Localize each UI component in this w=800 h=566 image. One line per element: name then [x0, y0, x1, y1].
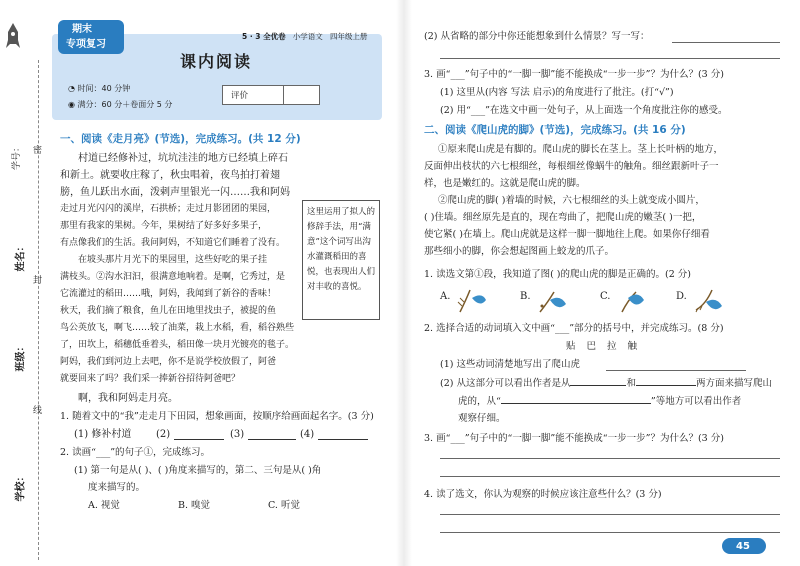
passage-line: 那些细小的脚，你会想起图画上蛟龙的爪子。 [424, 246, 615, 257]
section-2-heading: 二、阅读《爬山虎的脚》(节选)，完成练习。(共 16 分) [424, 124, 686, 136]
option-1: (1) 修补村道 [74, 429, 132, 440]
series-label [242, 30, 367, 43]
binding-seal: 密 [33, 146, 43, 156]
rocket-icon [6, 22, 20, 52]
evaluation-divider [283, 86, 284, 104]
question-1-options [74, 428, 374, 442]
question-3-part-a: (1) 这里从(内容 写法 启示)的角度进行了批注。(打“√”) [440, 87, 674, 98]
passage-line: 有点像我们的生活。我问阿妈，不知道它们睡着了没有。 [60, 238, 286, 248]
leaf-option-a-icon[interactable] [456, 286, 488, 314]
passage-line: 反面伸出枝状的六七根细丝，每根细丝像蜗牛的触角。细丝跟新叶子一 [424, 161, 719, 172]
part-c-text: 虎的，从“ [458, 396, 501, 407]
passage-line: 在坡头那片月光下的果园里，这些好吃的果子挂 [78, 255, 268, 265]
answer-blank[interactable] [174, 430, 224, 440]
question-1: 1. 随着文中的“我”走走月下田园，想象画面，按顺序给画面起名字。(3 分) [60, 411, 374, 422]
r-question-2-part-a: (1) 这些动词清楚地写出了爬山虎 [440, 359, 580, 370]
binding-seal3: 线 [33, 406, 43, 416]
clock-icon: ◔ [68, 84, 78, 93]
passage-line: 样，也是嫩红的。这就是爬山虎的脚。 [424, 178, 586, 189]
leaf-options [440, 286, 780, 316]
question-2-part-b: (2) 从省略的部分中你还能想象到什么情景？写一写： [424, 31, 650, 42]
passage-line: 鸟公英放飞，啊飞……较了油菜，栽上水稻，看，稻谷熟些 [60, 323, 295, 333]
leaf-option-d-label[interactable]: D. [676, 291, 687, 302]
question-2: 2. 读画“___”的句子①，完成练习。 [60, 447, 211, 458]
badge-line1: 期末 [72, 24, 92, 35]
passage-line: 那里有我家的果树。今年，果树结了好多好多果子， [60, 221, 268, 231]
page-title: 课内阅读 [180, 52, 253, 71]
annotation-text: 这里运用了拟人的修辞手法，用“满意”这个词写出沟水灌溉稻田的喜悦，也表现出人们对丰收的喜悦。 [307, 207, 376, 292]
option-4: (4) [300, 429, 315, 440]
r-question-1: 1. 读选文第①段，我知道了图( )的爬山虎的脚是正确的。(2 分) [424, 269, 691, 280]
binding-name: 姓名： [15, 241, 27, 272]
leaf-option-c-label[interactable]: C. [600, 291, 611, 302]
choice-b[interactable]: B. 嗅觉 [178, 500, 211, 511]
passage-line: 它流灌过的稻田……哦，阿妈，我闻到了新谷的香味！ [60, 289, 277, 299]
answer-blank[interactable] [318, 430, 368, 440]
binding-school: 学校： [15, 471, 27, 502]
binding-seal2: 封 [33, 276, 43, 286]
subject: 小学语文 [292, 32, 323, 41]
answer-line [440, 58, 780, 59]
leaf-option-c-icon[interactable] [616, 286, 648, 314]
passage-line: 使它紧( )在墙上。爬山虎就是这样一脚一脚地往上爬。如果你仔细看 [424, 229, 710, 240]
answer-line [440, 476, 780, 477]
r-question-2: 2. 选择合适的动词填入文中画“___”部分的括号中，并完成练习。(8 分) [424, 323, 724, 334]
time-limit [68, 82, 130, 95]
full-score [68, 98, 172, 111]
r-question-3: 3. 画“___”句子中的“一脚一脚”能不能换成“一步一步”？为什么？(3 分) [424, 433, 724, 444]
r-question-4: 4. 读了选文，你认为观察的时候应该注意些什么？(3 分) [424, 489, 662, 500]
series-name: 5 · 3 全优卷 [242, 32, 286, 41]
choice-c[interactable]: C. 听觉 [268, 500, 300, 511]
part-b-tail: 两方面来描写爬山 [696, 378, 773, 389]
score-text: 满分：60 分＋卷面分 5 分 [77, 100, 173, 109]
answer-blank[interactable] [501, 394, 651, 404]
part-c-tail: ”等地方可以看出作者 [650, 396, 742, 407]
passage-line: 和新土。就要收庄稼了，秋虫唱着，夜鸟拍打着翅 [60, 170, 280, 181]
annotation-callout [302, 200, 380, 320]
page-number-badge [722, 538, 766, 554]
option-2: (2) [156, 429, 171, 440]
binding-line [38, 60, 39, 560]
passage-line: ( )住墙。细丝原先是直的，现在弯曲了，把爬山虎的嫩茎( )一把， [424, 212, 702, 223]
answer-blank[interactable] [570, 376, 626, 386]
binding-strip [0, 0, 50, 566]
verb-options: 贴 巴 拉 触 [566, 341, 642, 352]
answer-line [672, 42, 780, 43]
part-b-text: (2) 从这部分可以看出作者是从 [440, 378, 571, 389]
passage-line: 了，田坎上，稻穗低垂着头，稻田像一块月光镀亮的毯子。 [60, 340, 295, 350]
choice-a[interactable]: A. 视觉 [88, 500, 120, 511]
passage-line: 阿妈，我们到河边上去吧，你不是说学校放假了，阿爸 [60, 357, 277, 367]
badge-line2: 专项复习 [66, 39, 106, 50]
time-text: 时间：40 分钟 [77, 84, 131, 93]
answer-line [440, 532, 780, 533]
question-2-part-a-cont: 度来描写的。 [88, 482, 146, 493]
answer-line [440, 458, 780, 459]
answer-blank[interactable] [248, 430, 296, 440]
answer-line [440, 514, 780, 515]
badge [58, 20, 124, 54]
leaf-option-b-label[interactable]: B. [520, 291, 531, 302]
leaf-option-a-label[interactable]: A. [440, 291, 451, 302]
r-question-2-part-c [458, 394, 741, 408]
r-question-2-part-d: 观察仔细。 [458, 413, 506, 424]
question-2-choices [88, 499, 368, 513]
binding-id: 学号： [12, 142, 23, 171]
evaluation-label: 评价 [231, 91, 249, 101]
passage-line: 秋天，我们摘了粮食，鱼儿在田地里找虫子，被捉的鱼 [60, 306, 277, 316]
passage-line: ①原来爬山虎是有脚的。爬山虎的脚长在茎上。茎上长叶柄的地方， [438, 144, 724, 155]
section-1-heading: 一、阅读《走月亮》(节选)，完成练习。(共 12 分) [60, 133, 301, 145]
passage-line: 村道已经修补过，坑坑洼洼的地方已经填上碎石 [78, 153, 288, 164]
r-question-2-part-b [440, 376, 772, 390]
passage-line: 啊，我和阿妈走月亮。 [78, 393, 178, 404]
passage-line: 膀，鱼儿跃出水面，泼剌声里银光一闪……我和阿妈 [60, 187, 290, 198]
part-b-and: 和 [626, 378, 636, 389]
question-3: 3. 画“___”句子中的“一脚一脚”能不能换成“一步一步”？为什么？(3 分) [424, 69, 724, 80]
passage-line: 走过月光闪闪的溪岸，石拱桥；走过月影团团的果园， [60, 204, 277, 214]
passage-line: ②爬山虎的脚( )着墙的时候，六七根细丝的头上就变成小圆片， [438, 195, 705, 206]
leaf-option-d-icon[interactable] [692, 286, 724, 314]
passage-line: 满枝头。②沟水汩汩，很满意地响着。是啊，它秀过，是 [60, 272, 286, 282]
page-number: 45 [736, 541, 750, 552]
question-2-part-a: (1) 第一句是从( )、( )角度来描写的，第二、三句是从( )角 [74, 465, 322, 476]
option-3: (3) [230, 429, 245, 440]
passage-line: 就要回来了吗？我们采一捧新谷招待阿爸吧？ [60, 374, 241, 384]
question-3-part-b: (2) 用“___”在选文中画一处句子，从上面选一个角度批注你的感受。 [440, 105, 728, 116]
grade: 四年级上册 [329, 32, 368, 41]
evaluation-box [222, 85, 320, 105]
answer-line [606, 370, 746, 371]
answer-blank[interactable] [636, 376, 696, 386]
page-gutter [396, 0, 412, 566]
leaf-option-b-icon[interactable] [536, 286, 568, 314]
binding-class: 班级： [15, 341, 27, 372]
check-circle-icon: ◉ [68, 100, 78, 109]
